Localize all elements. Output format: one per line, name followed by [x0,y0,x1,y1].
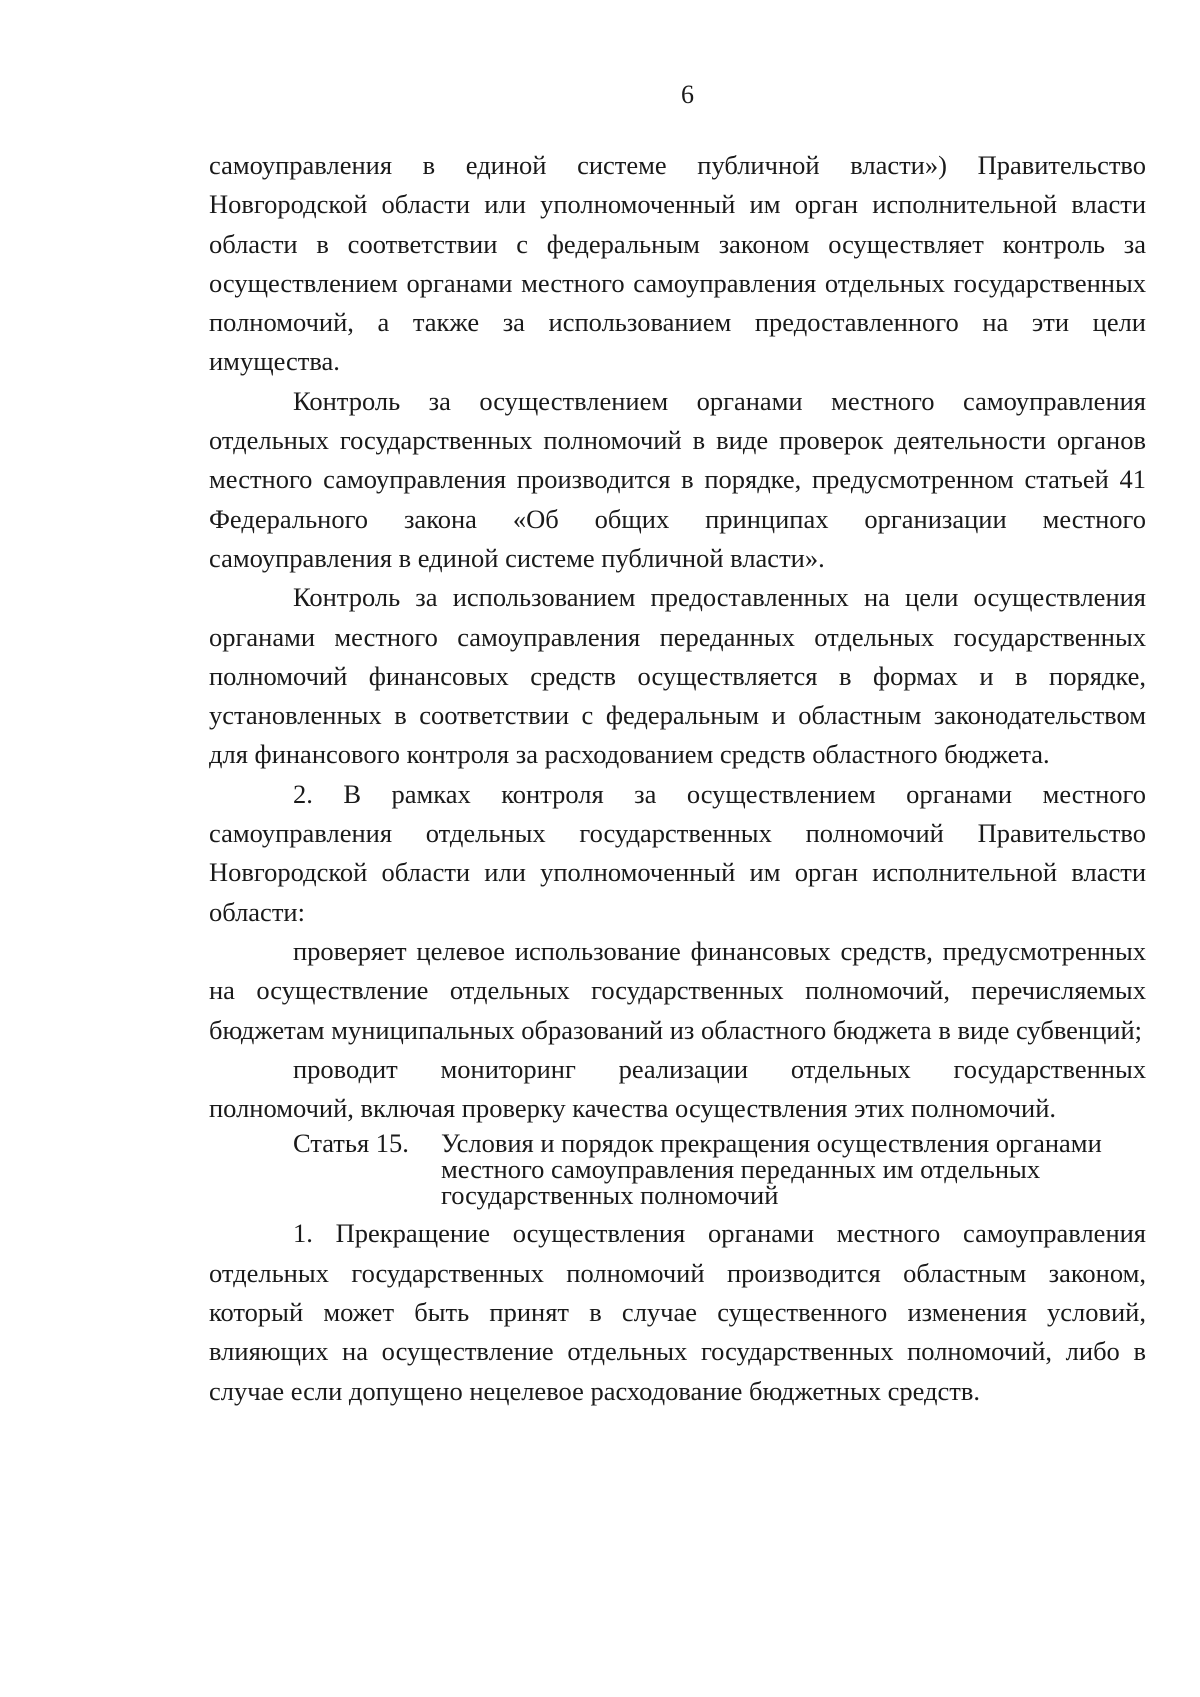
article-number: Статья 15. [293,1128,409,1159]
paragraph: 2. В рамках контроля за осуществлением органами местного самоуправления отдельных государственных полномочий Правительство Новгородской области или уполномоченный им орган исполнительной власти области: [209,778,1146,927]
article-title-line: Условия и порядок прекращения осуществления органами [441,1128,1102,1159]
paragraph: проверяет целевое использование финансовых средств, предусмотренных на осуществление отдельных государственных полномочий, перечисляемых бюджетам муниципальных образований из областного бюджета в виде субвенций; [209,935,1146,1045]
document-body [209,146,1146,1411]
paragraph: самоуправления в единой системе публичной власти») Правительство Новгородской области или уполномоченный им орган исполнительной власти области в соответствии с федеральным законом осуществляет контроль за осуществлением органами местного самоуправления отдельных государственных полномочий, а также за использованием предоставленного на эти цели имущества. [209,150,1146,377]
article-title [441,1128,1146,1211]
paragraph: Контроль за использованием предоставленных на цели осуществления органами местного самоуправления переданных отдельных государственных полномочий финансовых средств осуществляется в формах и в порядке, установленных в соответствии с федеральным и областным законодательством для финансового контроля за расходованием средств областного бюджета. [209,582,1146,770]
paragraph: 1. Прекращение осуществления органами местного самоуправления отдельных государственных полномочий производится областным законом, который может быть принят в случае существенного изменения условий, влияющих на осуществление отдельных государственных полномочий, либо в случае если допущено нецелевое расходование бюджетных средств. [209,1218,1146,1406]
page-number: 6 [681,80,694,109]
paragraph: Контроль за осуществлением органами местного самоуправления отдельных государственных полномочий в виде проверок деятельности органов местного самоуправления производится в порядке, предусмотренном статьей 41 Федерального закона «Об общих принципах организации местного самоуправления в единой системе публичной власти». [209,385,1146,573]
article-heading [209,1128,1146,1211]
article-title-line: местного самоуправления переданных им отдельных [441,1154,1041,1185]
article-title-line: государственных полномочий [441,1180,779,1211]
paragraph: проводит мониторинг реализации отдельных государственных полномочий, включая проверку качества осуществления этих полномочий. [209,1053,1146,1124]
